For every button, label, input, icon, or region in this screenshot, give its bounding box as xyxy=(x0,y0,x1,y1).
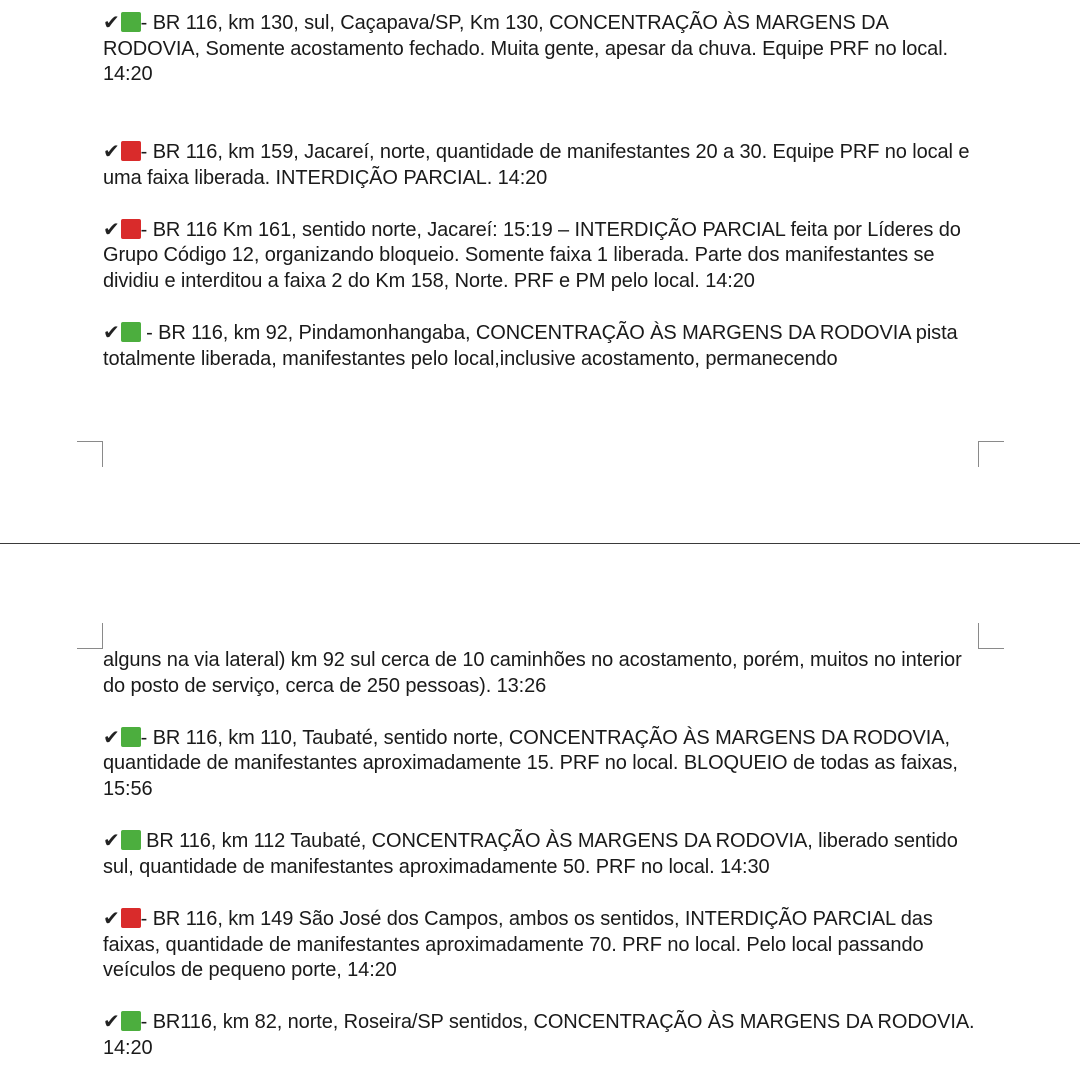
report-entry xyxy=(103,320,983,372)
green-square-icon xyxy=(121,727,141,747)
red-square-icon xyxy=(121,219,141,239)
report-entry xyxy=(103,725,983,803)
heavy-check-mark-icon: ✔ xyxy=(103,320,120,345)
report-entry xyxy=(103,828,983,880)
red-square-icon xyxy=(121,141,141,161)
page-2-text xyxy=(103,648,983,1062)
report-entry xyxy=(103,1009,983,1061)
entry-text: - BR 116, km 130, sul, Caçapava/SP, Km 130, CONCENTRAÇÃO ÀS MARGENS DA RODOVIA, Somente acostamento fechado. Muita gente, apesar da chuva. Equipe PRF no local. 14:20 xyxy=(103,12,949,86)
entry-text: - BR 116, km 149 São José dos Campos, ambos os sentidos, INTERDIÇÃO PARCIAL das faixas, quantidade de manifestantes aproximadamente 70. PRF no local. Pelo local passando veículos de pequeno porte, 14:20 xyxy=(103,907,933,982)
entry-text: - BR116, km 82, norte, Roseira/SP sentidos, CONCENTRAÇÃO ÀS MARGENS DA RODOVIA. 14:20 xyxy=(103,1011,975,1059)
heavy-check-mark-icon: ✔ xyxy=(103,10,120,34)
green-square-icon xyxy=(121,322,141,342)
heavy-check-mark-icon: ✔ xyxy=(103,724,120,749)
page-corner-mark xyxy=(77,623,103,649)
document-page-2 xyxy=(0,544,1080,1080)
page-corner-mark xyxy=(978,623,1004,649)
green-square-icon xyxy=(121,12,141,32)
page-corner-mark xyxy=(978,441,1004,467)
heavy-check-mark-icon: ✔ xyxy=(103,1009,120,1034)
page-1-text xyxy=(103,10,983,372)
report-entry xyxy=(103,10,983,88)
red-square-icon xyxy=(121,908,141,928)
entry-text: BR 116, km 112 Taubaté, CONCENTRAÇÃO ÀS MARGENS DA RODOVIA, liberado sentido sul, quantidade de manifestantes aproximadamente 50. PRF no local. 14:30 xyxy=(103,830,958,878)
entry-text: - BR 116, km 110, Taubaté, sentido norte, CONCENTRAÇÃO ÀS MARGENS DA RODOVIA, quantidade de manifestantes aproximadamente 15. PRF no local. BLOQUEIO de todas as faixas, 15:56 xyxy=(103,726,958,800)
page-corner-mark xyxy=(77,441,103,467)
heavy-check-mark-icon: ✔ xyxy=(103,138,120,163)
entry-text: - BR 116, km 92, Pindamonhangaba, CONCENTRAÇÃO ÀS MARGENS DA RODOVIA pista totalmente liberada, manifestantes pelo local,inclusive acostamento, permanecendo xyxy=(103,322,958,370)
entry-text: - BR 116 Km 161, sentido norte, Jacareí: 15:19 – INTERDIÇÃO PARCIAL feita por Líderes do Grupo Código 12, organizando bloqueio. Somente faixa 1 liberada. Parte dos manifestantes se dividiu e interditou a faixa 2 do Km 158, Norte. PRF e PM pelo local. 14:20 xyxy=(103,218,961,292)
continued-entry-text: alguns na via lateral) km 92 sul cerca de 10 caminhões no acostamento, porém, muitos no interior do posto de serviço, cerca de 250 pessoas). 13:26 xyxy=(103,649,962,697)
entry-text: - BR 116, km 159, Jacareí, norte, quantidade de manifestantes 20 a 30. Equipe PRF no local e uma faixa liberada. INTERDIÇÃO PARCIAL. 14:20 xyxy=(103,140,970,189)
green-square-icon xyxy=(121,830,141,850)
heavy-check-mark-icon: ✔ xyxy=(103,905,120,930)
report-entry xyxy=(103,217,983,295)
report-entry xyxy=(103,139,983,191)
heavy-check-mark-icon: ✔ xyxy=(103,828,120,853)
report-entry xyxy=(103,906,983,984)
green-square-icon xyxy=(121,1011,141,1031)
heavy-check-mark-icon: ✔ xyxy=(103,216,120,241)
